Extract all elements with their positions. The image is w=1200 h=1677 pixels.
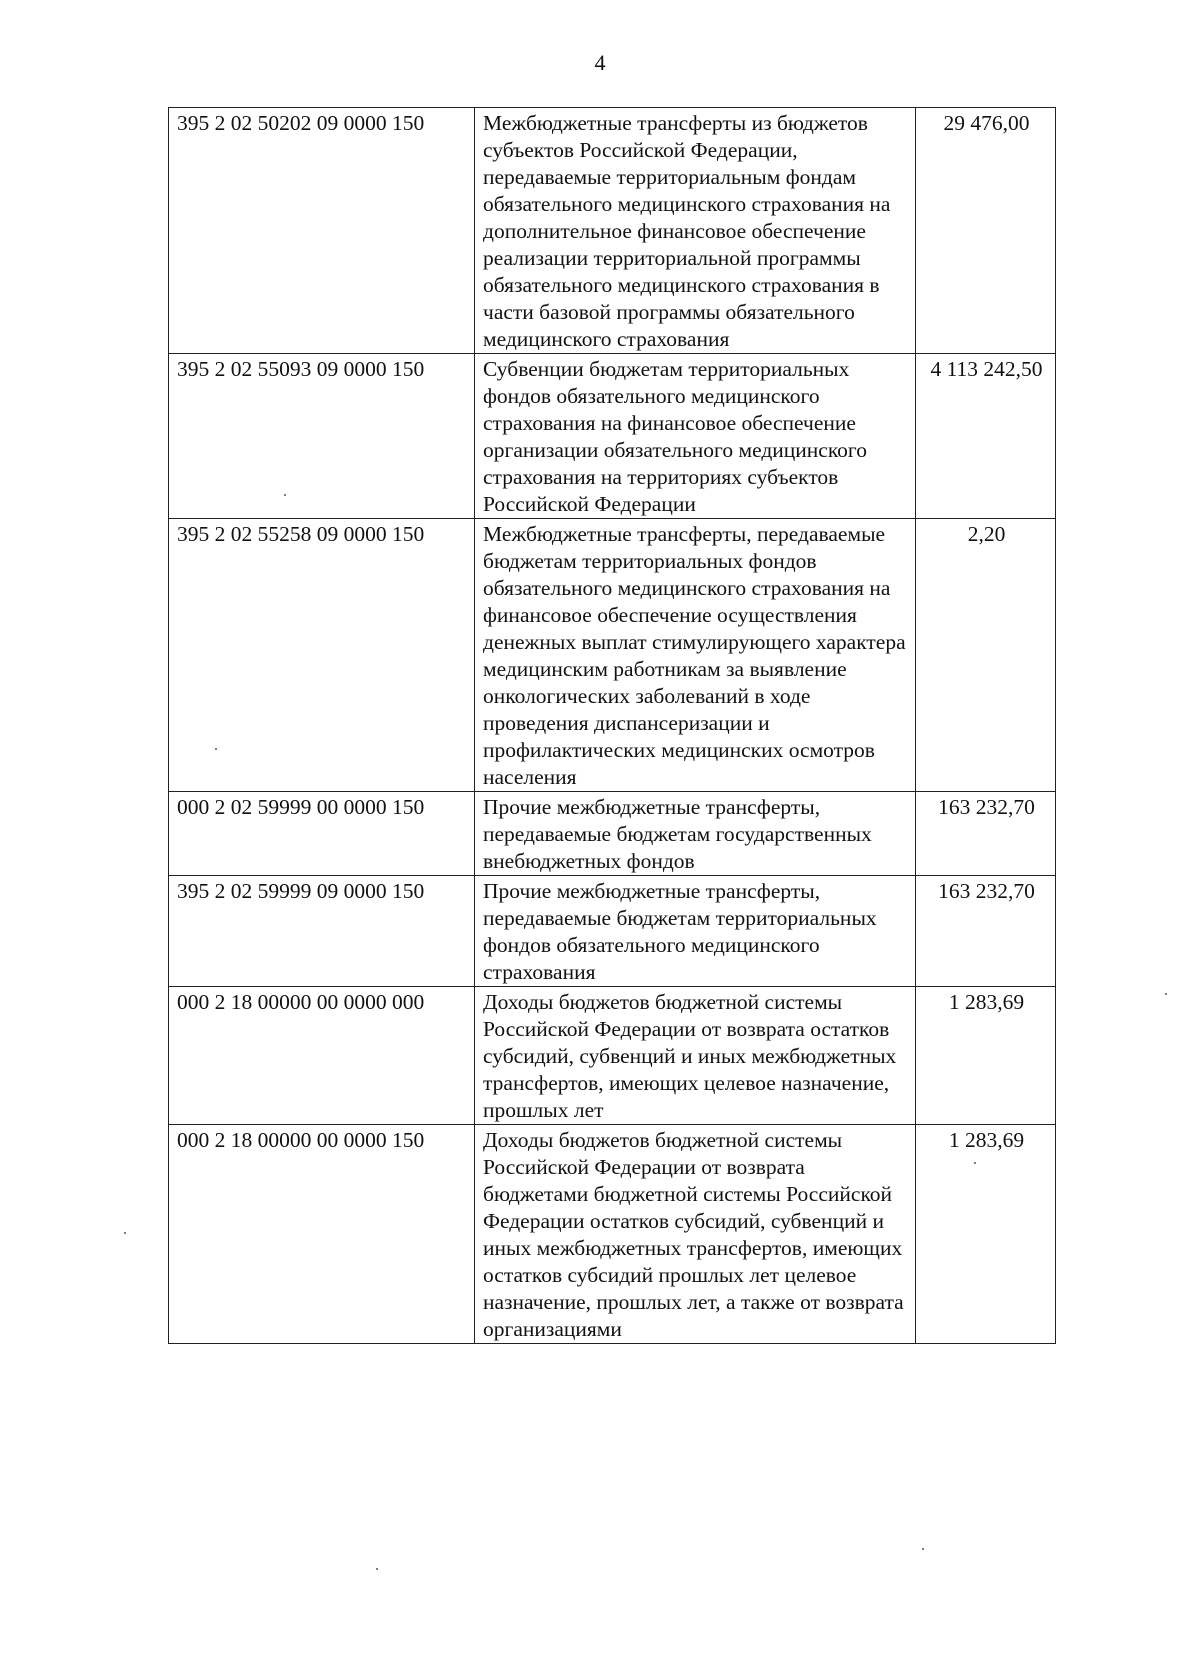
amount: 29 476,00 [916, 108, 1056, 354]
table-row [169, 519, 1056, 792]
budget-income-table [168, 107, 1056, 1344]
table-row [169, 987, 1056, 1125]
income-description: Субвенции бюджетам территориальных фондов обязательного медицинского страхования на финансовое обеспечение организации обязательного медицинского страхования на территориях субъектов Российской Федерации [475, 354, 916, 519]
budget-code: 000 2 18 00000 00 0000 000 [169, 987, 475, 1125]
income-description: Межбюджетные трансферты, передаваемые бюджетам территориальных фондов обязательного медицинского страхования на финансовое обеспечение осуществления денежных выплат стимулирующего характера медицинским работникам за выявление онкологических заболеваний в ходе проведения диспансеризации и профилактических медицинских осмотров населения [475, 519, 916, 792]
table-row [169, 792, 1056, 876]
scan-speck [376, 1568, 378, 1570]
table-row [169, 108, 1056, 354]
table-row [169, 354, 1056, 519]
income-description: Межбюджетные трансферты из бюджетов субъектов Российской Федерации, передаваемые территориальным фондам обязательного медицинского страхования на дополнительное финансовое обеспечение реализации территориальной программы обязательного медицинского страхования в части базовой программы обязательного медицинского страхования [475, 108, 916, 354]
budget-code: 395 2 02 55258 09 0000 150 [169, 519, 475, 792]
amount: 2,20 [916, 519, 1056, 792]
amount: 163 232,70 [916, 792, 1056, 876]
scan-speck [1165, 993, 1167, 995]
table-row [169, 1125, 1056, 1344]
amount: 1 283,69 [916, 1125, 1056, 1344]
income-description: Прочие межбюджетные трансферты, передаваемые бюджетам государственных внебюджетных фондов [475, 792, 916, 876]
scan-speck [124, 1232, 126, 1234]
budget-code: 000 2 18 00000 00 0000 150 [169, 1125, 475, 1344]
page-number: 4 [594, 50, 606, 75]
scan-speck [215, 748, 217, 750]
amount: 163 232,70 [916, 876, 1056, 987]
budget-code: 395 2 02 50202 09 0000 150 [169, 108, 475, 354]
income-description: Доходы бюджетов бюджетной системы Российской Федерации от возврата бюджетами бюджетной системы Российской Федерации остатков субсидий, субвенций и иных межбюджетных трансфертов, имеющих остатков субсидий прошлых лет целевое назначение, прошлых лет, а также от возврата организациями [475, 1125, 916, 1344]
income-description: Прочие межбюджетные трансферты, передаваемые бюджетам территориальных фондов обязательного медицинского страхования [475, 876, 916, 987]
income-description: Доходы бюджетов бюджетной системы Российской Федерации от возврата остатков субсидий, субвенций и иных межбюджетных трансфертов, имеющих целевое назначение, прошлых лет [475, 987, 916, 1125]
amount: 4 113 242,50 [916, 354, 1056, 519]
amount: 1 283,69 [916, 987, 1056, 1125]
scan-speck [974, 1162, 976, 1164]
scan-speck [284, 494, 286, 496]
table-row [169, 876, 1056, 987]
scan-speck [922, 1548, 924, 1550]
budget-code: 395 2 02 55093 09 0000 150 [169, 354, 475, 519]
budget-code: 000 2 02 59999 00 0000 150 [169, 792, 475, 876]
budget-code: 395 2 02 59999 09 0000 150 [169, 876, 475, 987]
